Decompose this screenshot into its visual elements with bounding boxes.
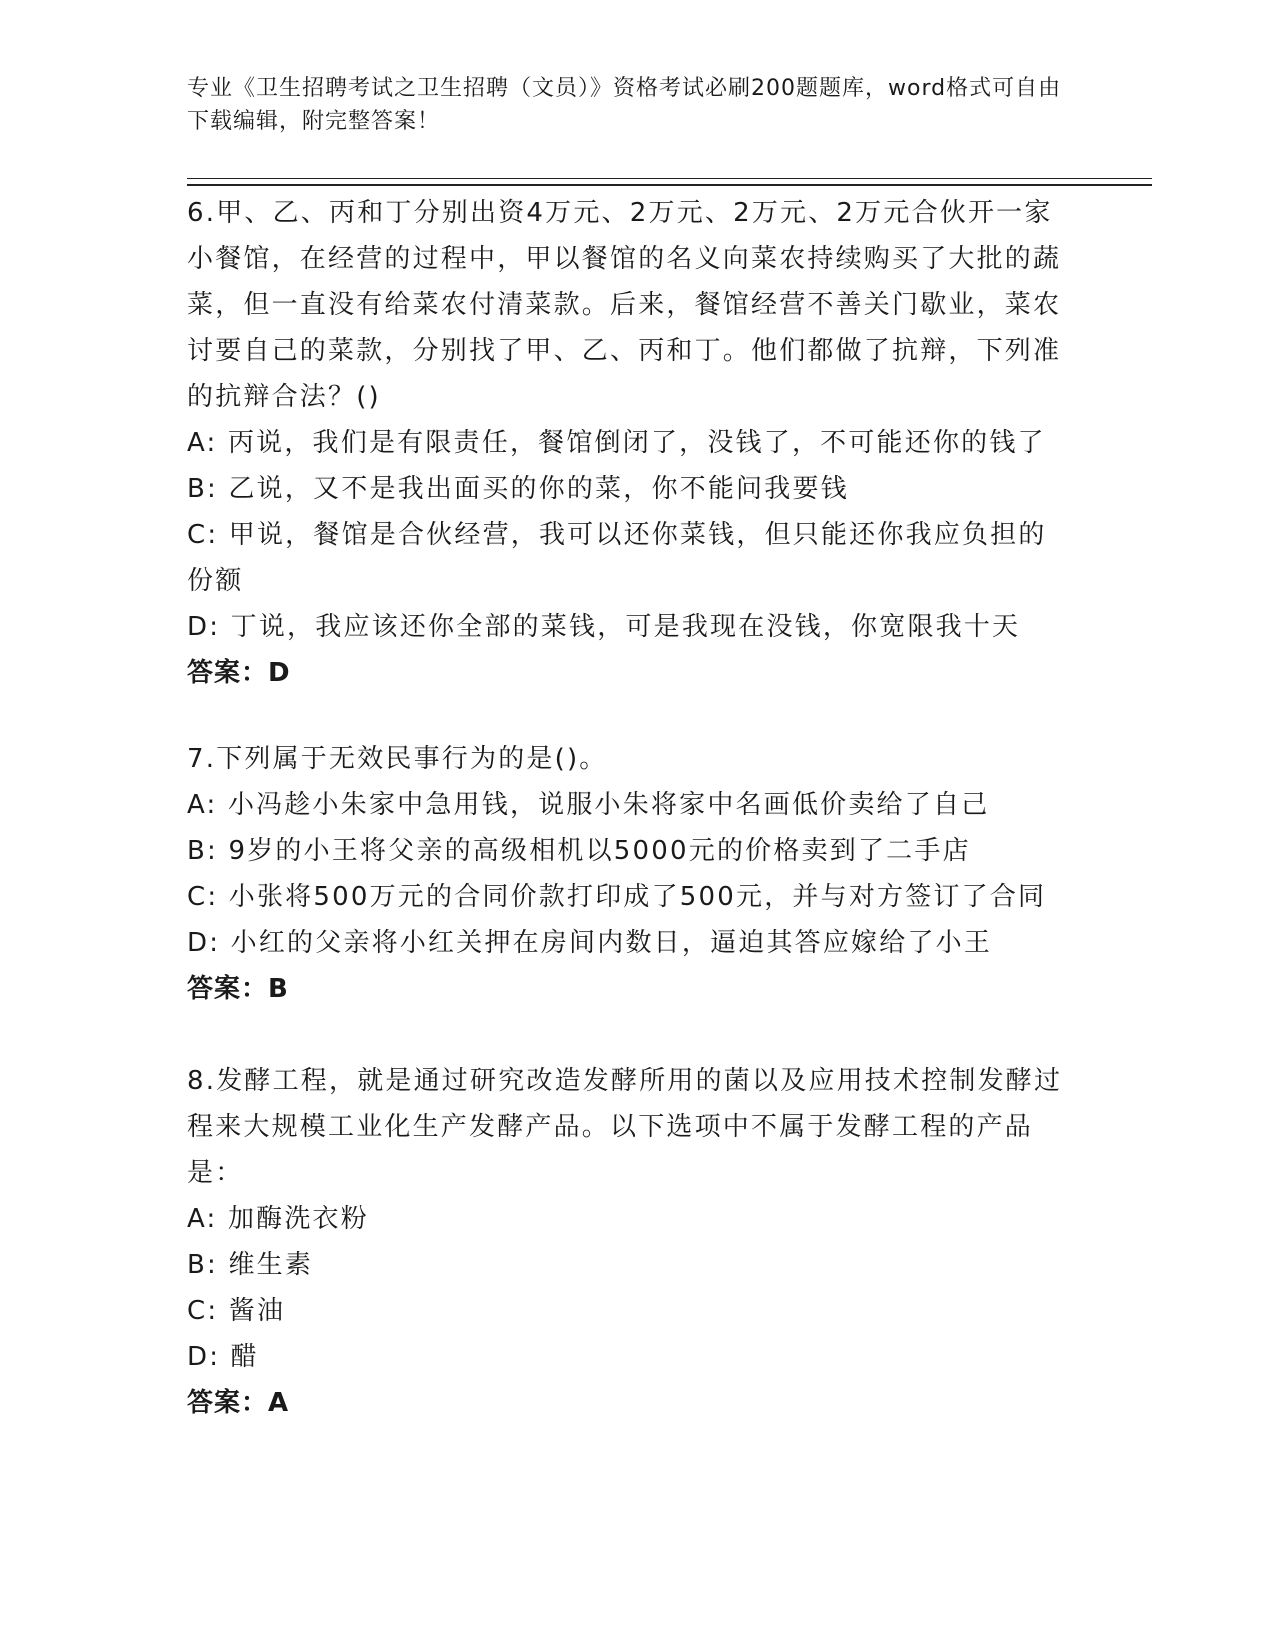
option-a: A: 小冯趁小朱家中急用钱，说服小朱将家中名画低价卖给了自己 — [187, 790, 990, 820]
option-d: D: 丁说，我应该还你全部的菜钱，可是我现在没钱，你宽限我十天 — [187, 612, 1021, 642]
option-d: D: 小红的父亲将小红关押在房间内数日，逼迫其答应嫁给了小王 — [187, 928, 993, 958]
option-d: D: 醋 — [187, 1342, 259, 1372]
header-divider-thick — [187, 184, 1152, 186]
document-header — [187, 72, 1067, 138]
question-stem: 7.下列属于无效民事行为的是()。 — [187, 744, 608, 774]
question-8 — [187, 1058, 1067, 1426]
answer-label: 答案：B — [187, 974, 289, 1004]
option-a: A: 丙说，我们是有限责任，餐馆倒闭了，没钱了，不可能还你的钱了 — [187, 428, 1046, 458]
option-c: C: 甲说，餐馆是合伙经营，我可以还你菜钱，但只能还你我应负担的份额 — [187, 520, 1047, 596]
answer-label: 答案：A — [187, 1388, 290, 1418]
question-6 — [187, 190, 1067, 696]
option-b: B: 维生素 — [187, 1250, 314, 1280]
option-a: A: 加酶洗衣粉 — [187, 1204, 369, 1234]
question-stem: 6.甲、乙、丙和丁分别出资4万元、2万元、2万元、2万元合伙开一家小餐馆，在经营的过程中，甲以餐馆的名义向菜农持续购买了大批的蔬菜，但一直没有给菜农付清菜款。后来，餐馆经营不善关门歇业，菜农讨要自己的菜款，分别找了甲、乙、丙和丁。他们都做了抗辩，下列准的抗辩合法？() — [187, 198, 1062, 412]
header-intro-text: 专业《卫生招聘考试之卫生招聘（文员）》资格考试必刷200题题库，word格式可自由下载编辑，附完整答案！ — [187, 76, 1062, 134]
header-divider-thin — [187, 178, 1152, 179]
option-c: C: 酱油 — [187, 1296, 286, 1326]
answer-label: 答案：D — [187, 658, 291, 688]
option-b: B: 9岁的小王将父亲的高级相机以5000元的价格卖到了二手店 — [187, 836, 971, 866]
question-stem: 8.发酵工程，就是通过研究改造发酵所用的菌以及应用技术控制发酵过程来大规模工业化生产发酵产品。以下选项中不属于发酵工程的产品是： — [187, 1066, 1063, 1188]
question-7 — [187, 736, 1067, 1012]
option-b: B: 乙说，又不是我出面买的你的菜，你不能问我要钱 — [187, 474, 849, 504]
option-c: C: 小张将500万元的合同价款打印成了500元，并与对方签订了合同 — [187, 882, 1047, 912]
